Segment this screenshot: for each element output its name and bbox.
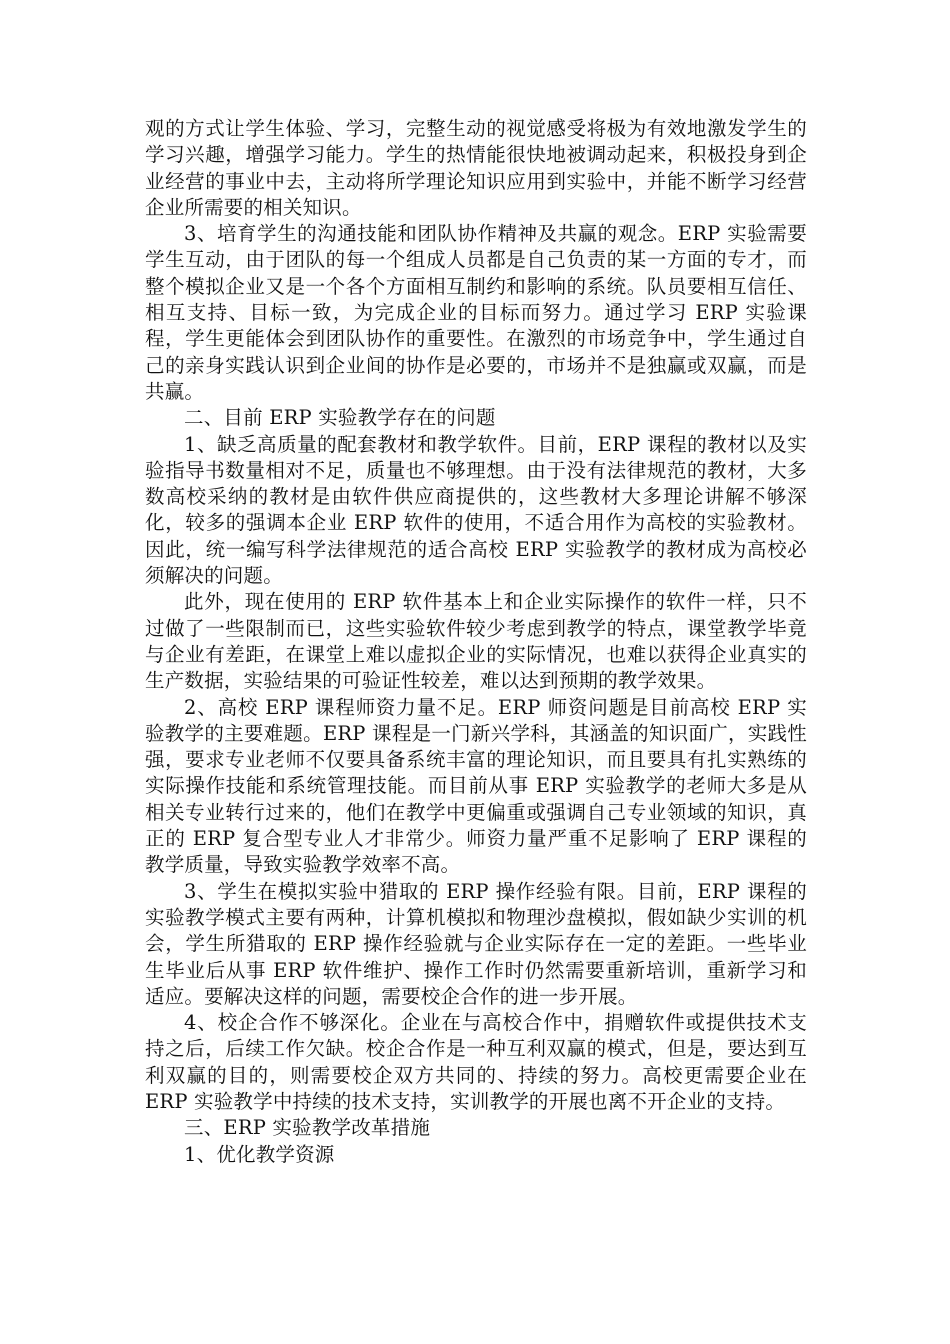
- subheading-reform-1-resources: 1、优化教学资源: [184, 1142, 335, 1166]
- paragraph-problem-3-experience: 3、学生在模拟实验中猎取的 ERP 操作经验有限。目前，ERP 课程的实验教学模式主要有两种，计算机模拟和物理沙盘模拟，假如缺少实训的机会，学生所猎取的 ERP 操作经验就与企业实际存在一定的差距。一些毕业生毕业后从事 ERP 软件维护、操作工作时仍然需要重新培训，重新学习和适应。要解决这样的问题，需要校企合作的进一步开展。: [145, 879, 807, 1008]
- paragraph-problem-4-cooperation: 4、校企合作不够深化。企业在与高校合作中，捐赠软件或提供技术支持之后，后续工作欠缺。校企合作是一种互利双赢的模式，但是，要达到互利双赢的目的，则需要校企双方共同的、持续的努力。高校更需要企业在 ERP 实验教学中持续的技术支持，实训教学的开展也离不开企业的支持。: [145, 1011, 807, 1113]
- paragraph-point-3-teamwork: 3、培育学生的沟通技能和团队协作精神及共赢的观念。ERP 实验需要学生互动，由于团队的每一个组成人员都是自己负责的某一方面的专才，而整个模拟企业又是一个各个方面相互制约和影响的系统。队员要相互信任、相互支持、目标一致，为完成企业的目标而努力。通过学习 ERP 实验课程，学生更能体会到团队协作的重要性。在激烈的市场竞争中，学生通过自己的亲身实践认识到企业间的协作是必要的，市场并不是独赢或双赢，而是共赢。: [145, 222, 807, 403]
- document-page: [145, 116, 807, 1168]
- section-heading-3-reforms: 三、ERP 实验教学改革措施: [184, 1116, 431, 1140]
- paragraph-problem-1-software: 此外，现在使用的 ERP 软件基本上和企业实际操作的软件一样，只不过做了一些限制而已，这些实验软件较少考虑到教学的特点，课堂教学毕竟与企业有差距，在课堂上难以虚拟企业的实际情况，也难以获得企业真实的生产数据，实验结果的可验证性较差，难以达到预期的教学效果。: [145, 590, 807, 693]
- section-heading-2-problems: 二、目前 ERP 实验教学存在的问题: [184, 406, 496, 430]
- paragraph-intro-continuation: 观的方式让学生体验、学习，完整生动的视觉感受将极为有效地激发学生的学习兴趣，增强学习能力。学生的热情能很快地被调动起来，积极投身到企业经营的事业中去，主动将所学理论知识应用到实验中，并能不断学习经营企业所需要的相关知识。: [145, 117, 807, 219]
- paragraph-problem-2-teachers: 2、高校 ERP 课程师资力量不足。ERP 师资问题是目前高校 ERP 实验教学的主要难题。ERP 课程是一门新兴学科，其涵盖的知识面广，实践性强，要求专业老师不仅要具备系统丰富的理论知识，而且要具有扎实熟练的实际操作技能和系统管理技能。而目前从事 ERP 实验教学的老师大多是从相关专业转行过来的，他们在教学中更偏重或强调自己专业领域的知识，真正的 ERP 复合型专业人才非常少。师资力量严重不足影响了 ERP 课程的教学质量，导致实验教学效率不高。: [145, 695, 807, 877]
- paragraph-problem-1-materials: 1、缺乏高质量的配套教材和教学软件。目前，ERP 课程的教材以及实验指导书数量相对不足，质量也不够理想。由于没有法律规范的教材，大多数高校采纳的教材是由软件供应商提供的，这些教材大多理论讲解不够深化，较多的强调本企业 ERP 软件的使用，不适合用作为高校的实验教材。因此，统一编写科学法律规范的适合高校 ERP 实验教学的教材成为高校必须解决的问题。: [145, 432, 807, 588]
